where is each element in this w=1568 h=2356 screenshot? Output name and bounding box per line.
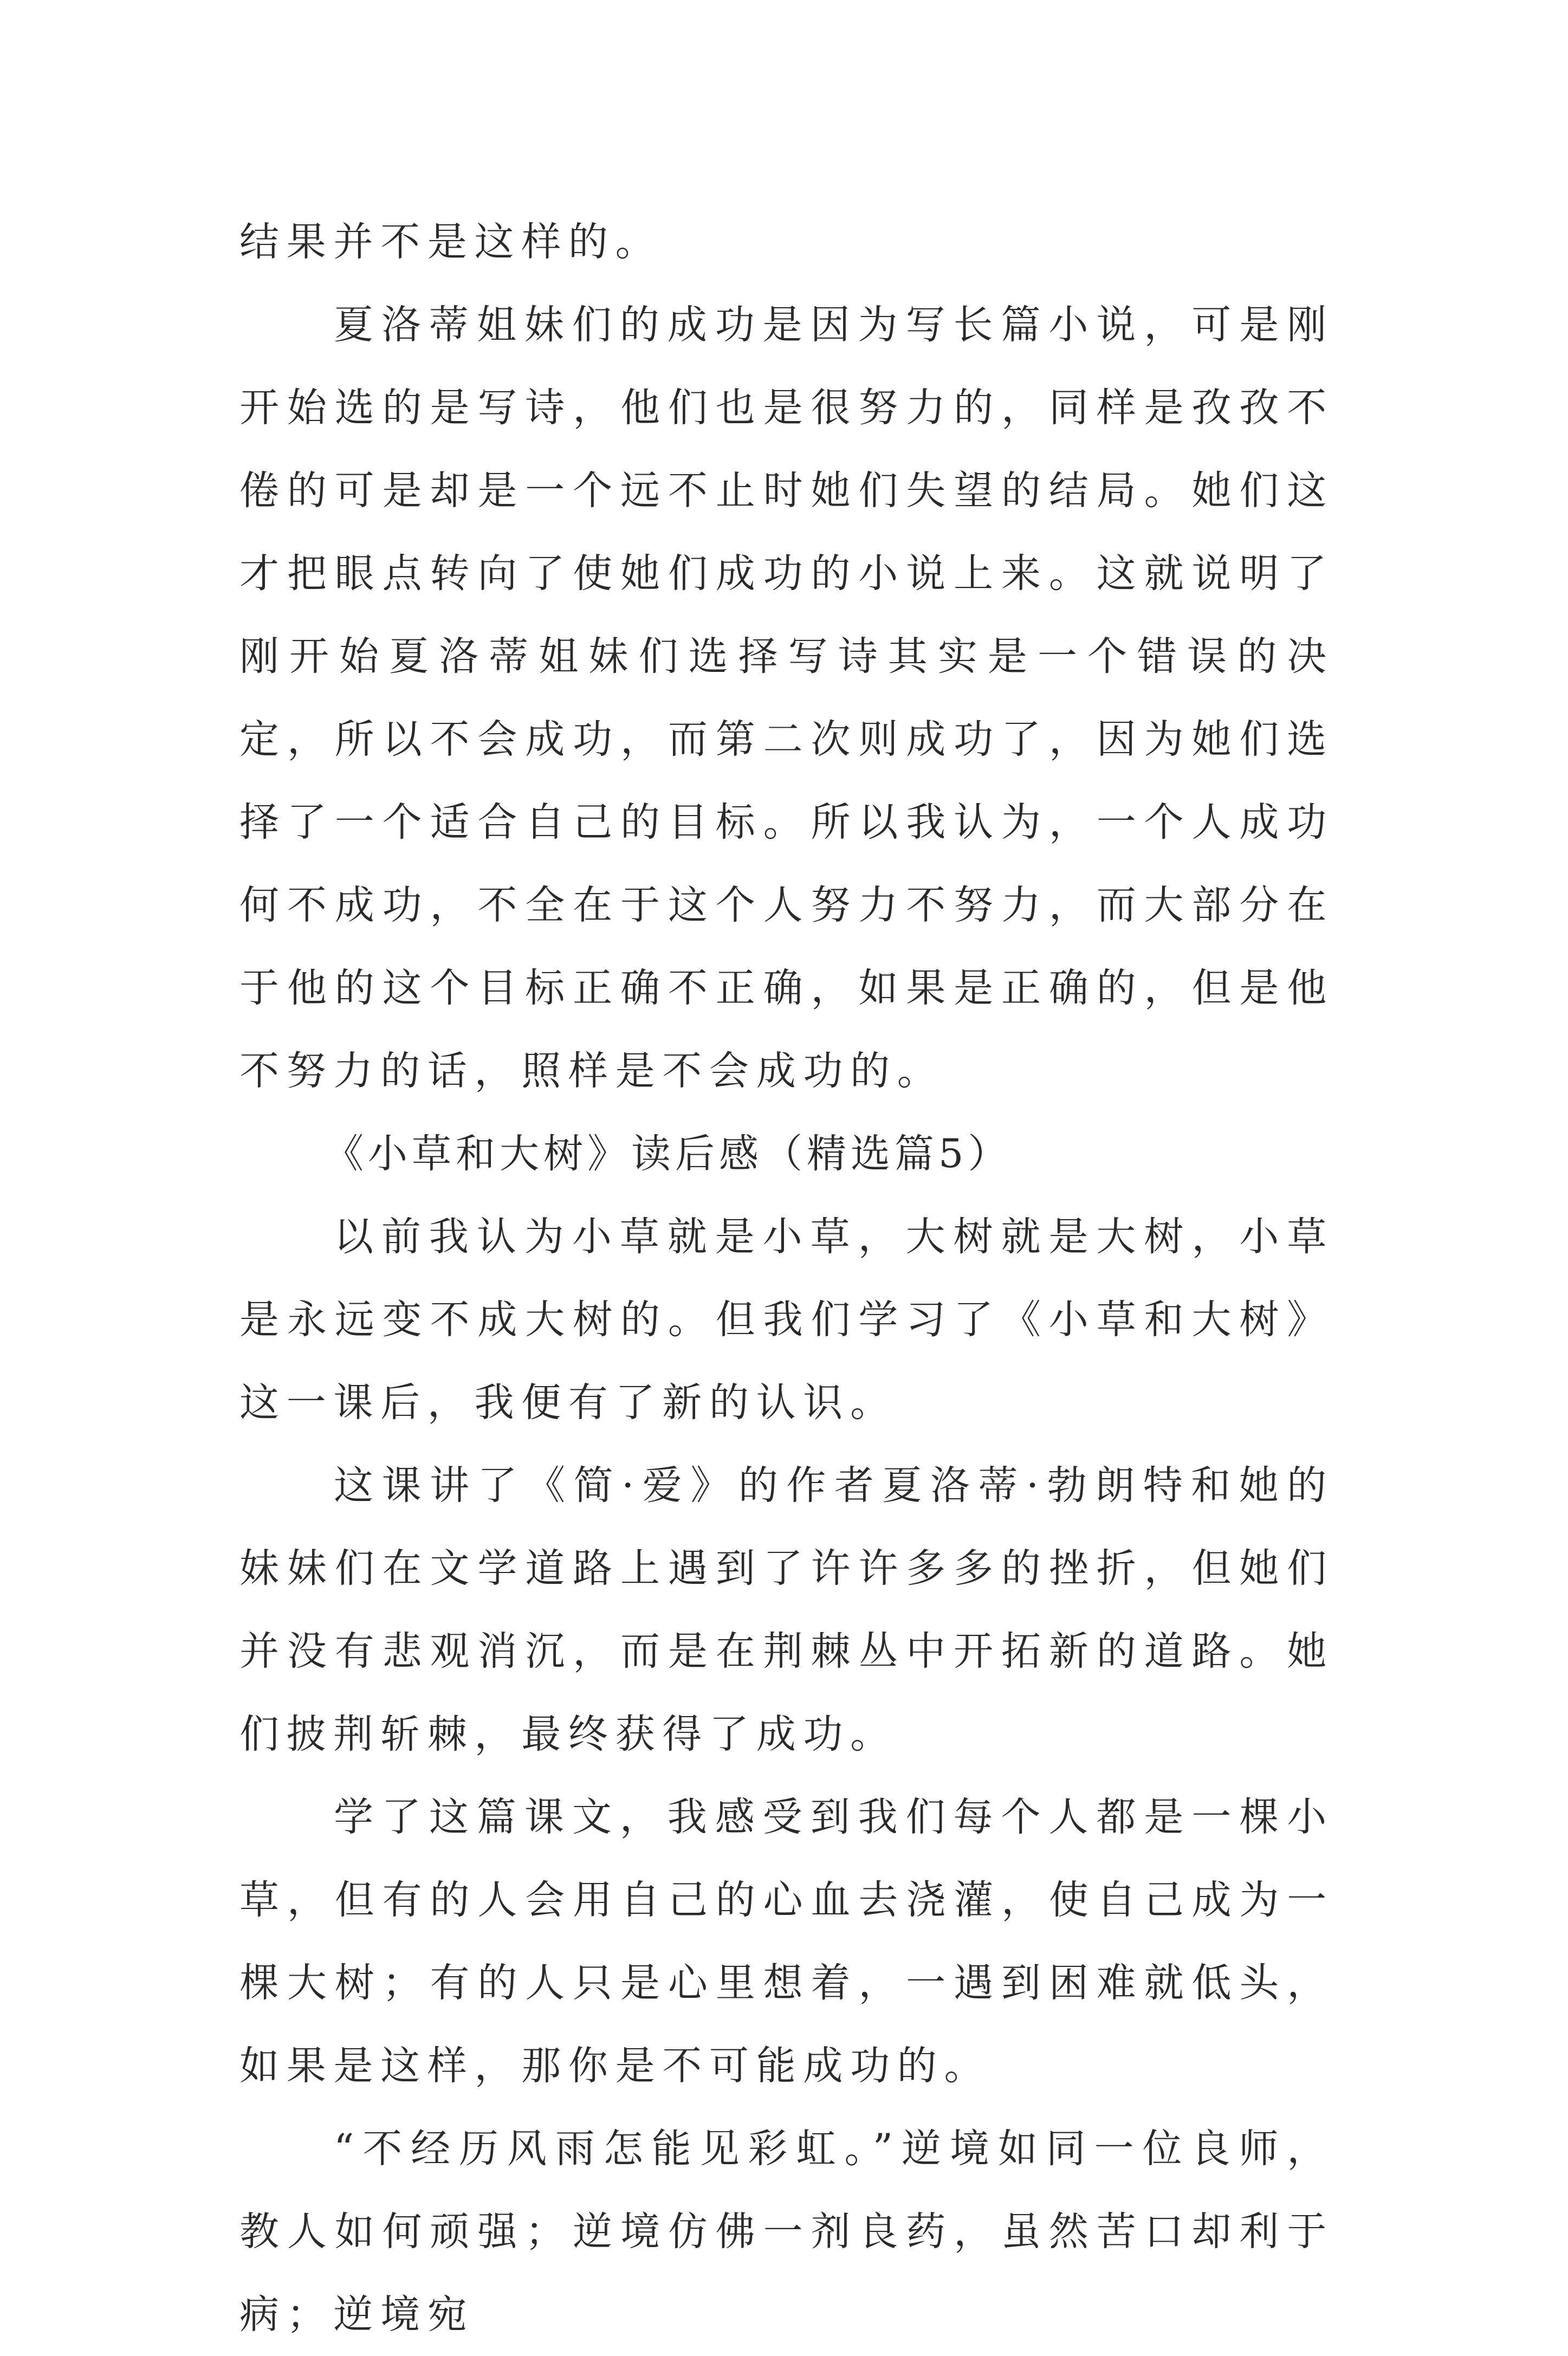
paragraph-body: 夏洛蒂姐妹们的成功是因为写长篇小说，可是刚开始选的是写诗，他们也是很努力的，同样是孜孜不倦的可是却是一个远不止时她们失望的结局。她们这才把眼点转向了使她们成功的小说上来。这就说明了刚开始夏洛蒂姐妹们选择写诗其实是一个错误的决定，所以不会成功，而第二次则成功了，因为她们选择了一个适合自己的目标。所以我认为，一个人成功何不成功，不全在于这个人努力不努力，而大部分在于他的这个目标正确不正确，如果是正确的，但是他不努力的话，照样是不会成功的。 (239, 302, 1334, 1094)
paragraph-body: 这课讲了《简·爱》的作者夏洛蒂·勃朗特和她的妹妹们在文学道路上遇到了许许多多的挫折，但她们并没有悲观消沉，而是在荆棘丛中开拓新的道路。她们披荆斩棘，最终获得了成功。 (239, 1462, 1334, 1757)
section-heading: 《小草和大树》读后感（精选篇5） (324, 1131, 1012, 1177)
paragraph-body: “不经历风雨怎能见彩虹。”逆境如同一位良师，教人如何顽强；逆境仿佛一剂良药，虽然苦口却利于病；逆境宛 (239, 2126, 1334, 2338)
document-body (239, 200, 1334, 2356)
paragraph-body: 以前我认为小草就是小草，大树就是大树，小草是永远变不成大树的。但我们学习了《小草和大树》这一课后，我便有了新的认识。 (239, 1214, 1334, 1426)
paragraph-body: 学了这篇课文，我感受到我们每个人都是一棵小草，但有的人会用自己的心血去浇灌，使自己成为一棵大树；有的人只是心里想着，一遇到困难就低头，如果是这样，那你是不可能成功的。 (239, 1794, 1334, 2089)
paragraph-continuation: 结果并不是这样的。 (239, 219, 663, 265)
